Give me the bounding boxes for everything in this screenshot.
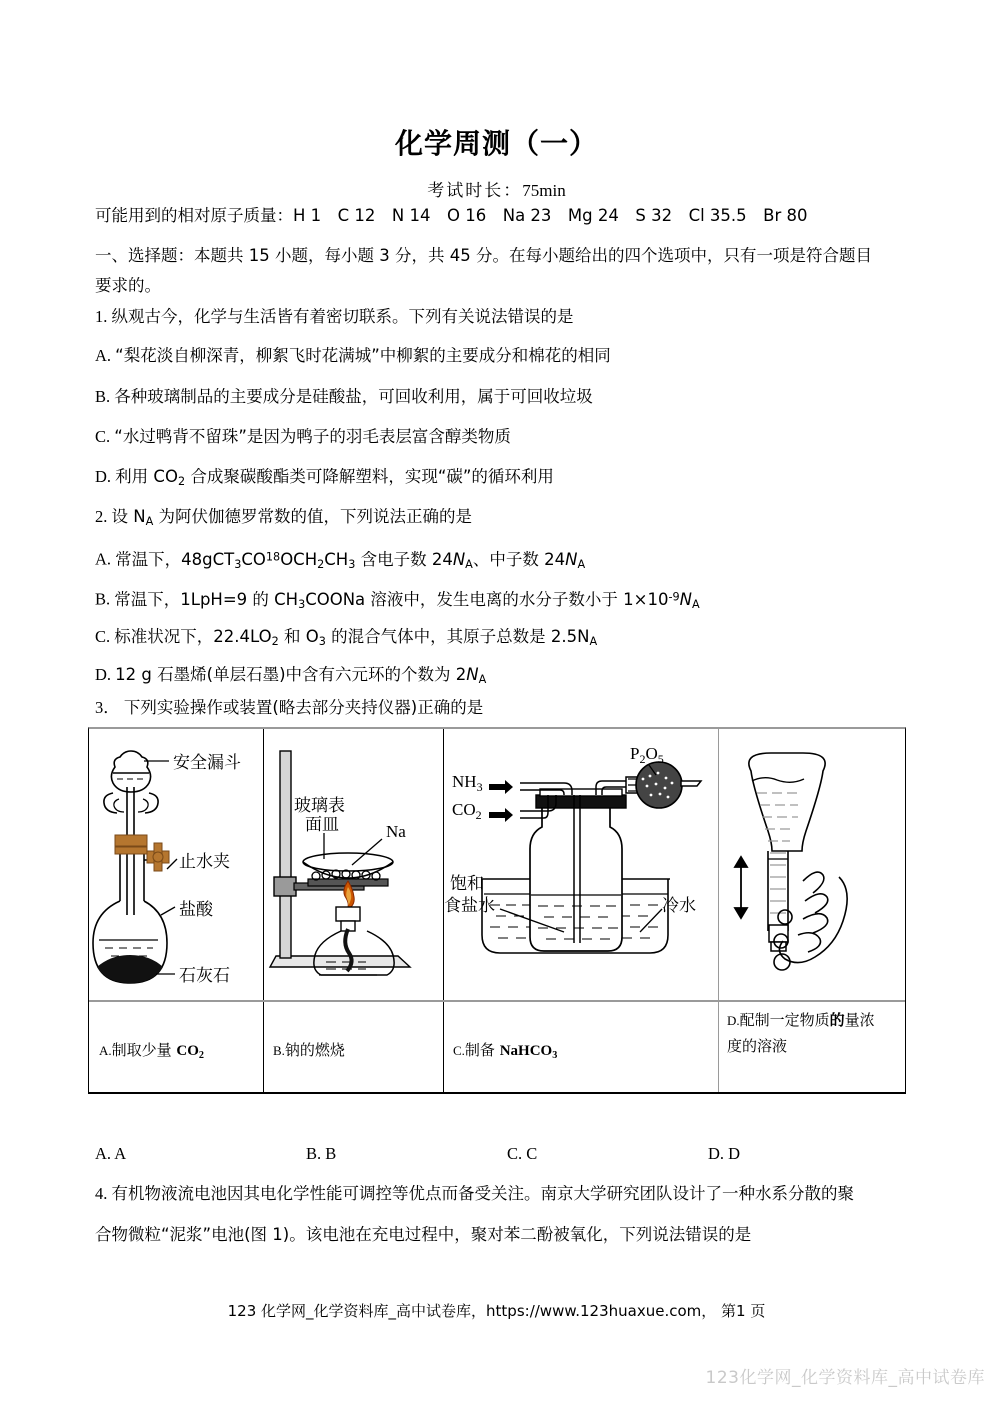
apparatus-caption-d — [727, 1008, 903, 1059]
option-text: 利用 $CO_2$ 合成聚碳酸酯类可降解塑料，实现“碳”的循环利用 — [115, 467, 554, 489]
question-1-number: 1. — [95, 307, 108, 326]
question-1-option-b[interactable] — [95, 386, 593, 408]
option-label: D. — [95, 665, 112, 684]
question-3-text: 下列实验操作或装置(略去部分夹持仪器)正确的是 — [123, 698, 484, 717]
question-3-stem — [95, 697, 483, 719]
option-text: 12 g 石墨烯(单层石墨)中含有六元环的个数为 $2N_A$ — [115, 665, 487, 687]
question-2-option-a[interactable] — [95, 546, 585, 576]
label-watch-glass-line2: 面皿 — [305, 815, 339, 835]
volumetric-flask-inversion-icon — [719, 729, 905, 1002]
answer-choice-d[interactable]: D. D — [708, 1144, 741, 1163]
option-label: C. — [95, 427, 111, 446]
section-one-line-1: 一、选择题：本题共 15 小题，每小题 3 分，共 45 分。在每小题给出的四个选项中，只有一项是符合题目 — [95, 246, 872, 265]
label-pinch-clamp: 止水夹 — [179, 852, 230, 872]
option-text: 各种玻璃制品的主要成分是硅酸盐，可回收利用，属于可回收垃圾 — [114, 387, 593, 406]
question-2-option-b[interactable] — [95, 586, 700, 616]
option-text: 常温下，$48gCT_3CO^{18}OCH_2CH_3$ 含电子数 $24N_A$、中子数 $24N_A$ — [115, 549, 586, 571]
apparatus-cell-a — [89, 729, 263, 1002]
question-2-number: 2. — [95, 507, 108, 526]
label-p2o5: $P_2O_5$ — [630, 744, 664, 766]
exam-duration — [0, 176, 993, 201]
column-divider-1-bottom — [263, 1002, 264, 1092]
answer-choice-c[interactable]: C. C — [507, 1144, 538, 1163]
question-1-option-c[interactable] — [95, 426, 511, 448]
label-nh3: $NH_3$ — [452, 772, 483, 794]
page-title: 化学周测（一） — [394, 127, 598, 160]
label-co2: $CO_2$ — [452, 800, 482, 822]
question-2-text: 设 $N_A$ 为阿伏伽德罗常数的值，下列说法正确的是 — [111, 507, 473, 529]
option-label: B. — [95, 387, 111, 406]
column-divider-2-bottom — [443, 1002, 444, 1092]
answer-choice-a[interactable]: A. A — [95, 1144, 127, 1163]
question-1-text: 纵观古今，化学与生活皆有着密切联系。下列有关说法错误的是 — [111, 307, 574, 326]
apparatus-caption-row — [89, 1002, 905, 1092]
option-label: C. — [95, 627, 111, 646]
label-hydrochloric-acid: 盐酸 — [179, 900, 213, 920]
option-text: 常温下，1LpH=9 的 $CH_3COONa$ 溶液中，发生电离的水分子数小于 $1\times 10^{-9}N_A$ — [114, 589, 700, 611]
safety-funnel-flask-icon — [89, 729, 263, 1002]
option-text: “梨花淡自柳深青，柳絮飞时花满城”中柳絮的主要成分和棉花的相同 — [115, 346, 611, 365]
caption-text: 配制一定物质的量浓 — [739, 1011, 875, 1029]
option-label: D. — [95, 467, 112, 486]
apparatus-cell-c — [444, 729, 718, 1002]
answer-choice-b[interactable]: B. B — [306, 1144, 337, 1163]
apparatus-diagram-row — [89, 729, 905, 1002]
option-label: A. — [95, 346, 112, 365]
caption-label: A. — [99, 1043, 112, 1058]
column-divider-3-bottom — [718, 1002, 719, 1092]
caption-label: B. — [273, 1043, 285, 1058]
option-text: 标准状况下，$22.4LO_2$ 和 $O_3$ 的混合气体中，其原子总数是 $2.5N_A$ — [114, 627, 598, 649]
watermark: 123化学网_化学资料库_高中试卷库 — [705, 1368, 985, 1388]
label-watch-glass-line1: 玻璃表 — [294, 796, 345, 816]
question-1-option-a[interactable] — [95, 345, 611, 367]
caption-d-line2: 度的溶液 — [727, 1037, 788, 1055]
question-1-option-d[interactable] — [95, 466, 554, 493]
apparatus-caption-b — [273, 1038, 345, 1064]
caption-text: 制备 NaHCO$_3$ — [464, 1041, 558, 1061]
option-label: A. — [95, 549, 112, 569]
question-2-option-d[interactable] — [95, 664, 486, 691]
question-4-stem-line-1 — [95, 1183, 854, 1205]
label-saturated-brine-line2: 食盐水 — [444, 896, 495, 916]
caption-text: 制取少量 $CO_2$ — [111, 1041, 205, 1061]
option-text: “水过鸭背不留珠”是因为鸭子的羽毛表层富含醇类物质 — [114, 427, 511, 446]
caption-label: C. — [453, 1043, 465, 1058]
label-cold-water: 冷水 — [662, 896, 696, 916]
question-3-number: 3． — [95, 698, 120, 717]
question-4-text-line1: 有机物液流电池因其电化学性能可调控等优点而备受关注。南京大学研究团队设计了一种水系分散的聚 — [111, 1184, 854, 1203]
apparatus-caption-a — [99, 1038, 204, 1068]
atomic-mass-line: 可能用到的相对原子质量：H 1 C 12 N 14 O 16 Na 23 Mg 24 S 32 Cl 35.5 Br 80 — [95, 206, 808, 225]
section-one-line-2: 要求的。 — [95, 276, 161, 295]
apparatus-caption-c — [453, 1038, 557, 1068]
apparatus-table — [88, 727, 906, 1094]
caption-text: 钠的燃烧 — [284, 1041, 345, 1059]
label-saturated-brine-line1: 饱和 — [450, 874, 484, 894]
caption-d-line1 — [727, 1008, 903, 1034]
question-1-stem — [95, 306, 574, 328]
caption-label: D. — [727, 1013, 740, 1028]
label-safety-funnel: 安全漏斗 — [173, 753, 241, 773]
question-4-stem-line-2: 合物微粒“泥浆”电池(图 1)。该电池在充电过程中，聚对苯二酚被氧化，下列说法错误的是 — [95, 1225, 752, 1244]
label-limestone: 石灰石 — [179, 966, 230, 986]
nahco3-preparation-icon — [444, 729, 718, 1002]
sodium-burning-watchglass-icon — [264, 729, 443, 1002]
apparatus-cell-b — [264, 729, 443, 1002]
exam-duration-value: 75min — [522, 181, 566, 200]
apparatus-cell-d — [719, 729, 905, 1002]
question-2-option-c[interactable] — [95, 626, 597, 653]
label-na: Na — [386, 822, 406, 841]
exam-duration-label: 考试时长： — [427, 181, 523, 201]
page-footer: 123 化学网_化学资料库_高中试卷库，https://www.123huaxue.com， 第1 页 — [227, 1302, 766, 1320]
question-2-stem — [95, 506, 472, 533]
option-label: B. — [95, 589, 111, 609]
question-4-number: 4. — [95, 1184, 108, 1203]
